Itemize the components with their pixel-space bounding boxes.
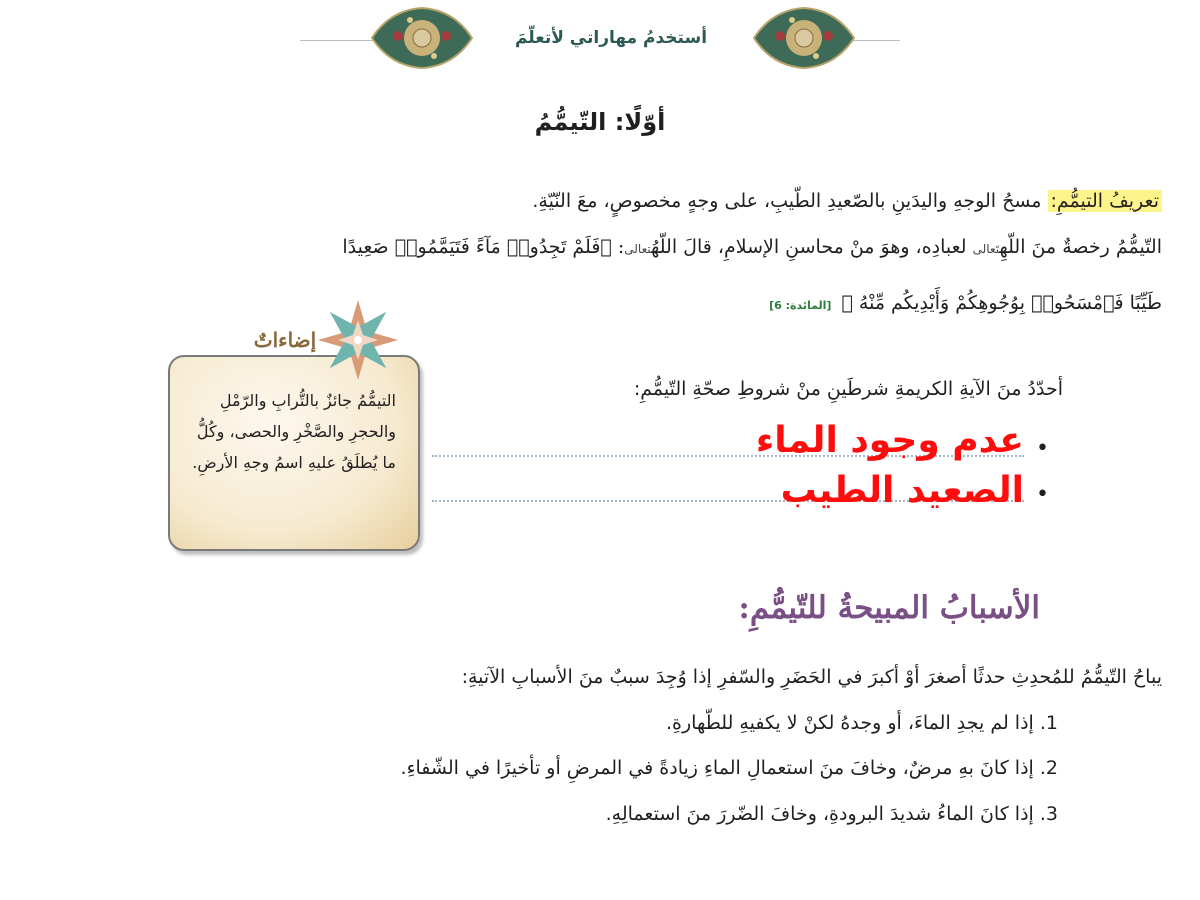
reasons-heading: الأسبابُ المبيحةُ للتّيمُّمِ: — [738, 590, 1040, 626]
section-heading: أوّلًا: التّيمُّمُ — [534, 108, 666, 136]
definition-text: مسحُ الوجهِ واليدَينِ بالصّعيدِ الطّيبِ، على وجهٍ مخصوصٍ، معَ النّيّةِ. — [532, 190, 1048, 212]
reasons-intro: يباحُ التّيمُّمُ للمُحدِثِ حدثًا أصغرَ أوْ أكبرَ في الحَضَرِ والسّفرِ إذا وُجِدَ سببٌ منَ الأسبابِ الآتيةِ: — [461, 666, 1162, 688]
definition-line — [532, 186, 1162, 216]
answer-2[interactable]: الصعيد الطيب — [780, 470, 1024, 511]
reason-item-1: 1. إذا لم يجدِ الماءَ، أو وجدهُ لكنْ لا يكفيهِ للطّهارةِ. — [666, 712, 1058, 734]
definition-label: تعريفُ التيمُّمِ: — [1048, 190, 1163, 212]
rukhsa-text-a: التّيمُّمُ رخصةٌ منَ اللّهِ — [999, 236, 1162, 258]
ornament-medallion-right-icon — [752, 6, 856, 70]
exercise-question: أحدّدُ منَ الآيةِ الكريمةِ شرطَينِ منْ شروطِ صحّةِ التّيمُّمِ: — [633, 378, 1063, 400]
ornament-medallion-left-icon — [370, 6, 474, 70]
bullet-1: • — [1036, 436, 1049, 461]
header-title: أستخدمُ مهاراتي لأتعلّمَ — [514, 28, 708, 48]
verse-reference: [المائدة: 6] — [769, 299, 832, 312]
rukhsa-line — [342, 232, 1162, 264]
taala-note-2: تعالى — [624, 242, 651, 256]
verse-line — [769, 288, 1162, 321]
taala-note-1: تَعالى — [972, 242, 1000, 256]
sidebar-box — [168, 355, 420, 551]
bullet-2: • — [1036, 482, 1049, 507]
verse-part-1: : ﴿فَلَمْ تَجِدُوا۟ مَآءً فَتَيَمَّمُوا۟ صَعِيدًا — [342, 236, 625, 258]
rukhsa-text-b: لعبادِه، وهوَ منْ محاسنِ الإسلامِ، قالَ اللّهُ — [651, 236, 973, 258]
reason-item-2: 2. إذا كانَ بهِ مرضٌ، وخافَ منَ استعمالِ الماءِ زيادةً في المرضِ أو تأخيرًا في الشّفاءِ. — [400, 757, 1058, 779]
reason-item-3: 3. إذا كانَ الماءُ شديدَ البرودةِ، وخافَ الضّررَ منَ استعمالِهِ. — [605, 803, 1058, 825]
sidebar-text: التيمُّمُ جائزٌ بالتُّرابِ والرّمْلِ والحجرِ والصَّخْرِ والحصى، وكُلُّ ما يُطلَقُ عليهِ اسمُ وجهِ الأرضِ. — [192, 391, 396, 472]
answer-1[interactable]: عدم وجود الماء — [755, 420, 1024, 461]
sidebar-title: إضاءاتٌ — [253, 328, 317, 352]
verse-part-2: طَيِّبًا فَٱمْسَحُوا۟ بِوُجُوهِكُمْ وَأَيْدِيكُم مِّنْهُ ﴾ — [841, 292, 1162, 314]
